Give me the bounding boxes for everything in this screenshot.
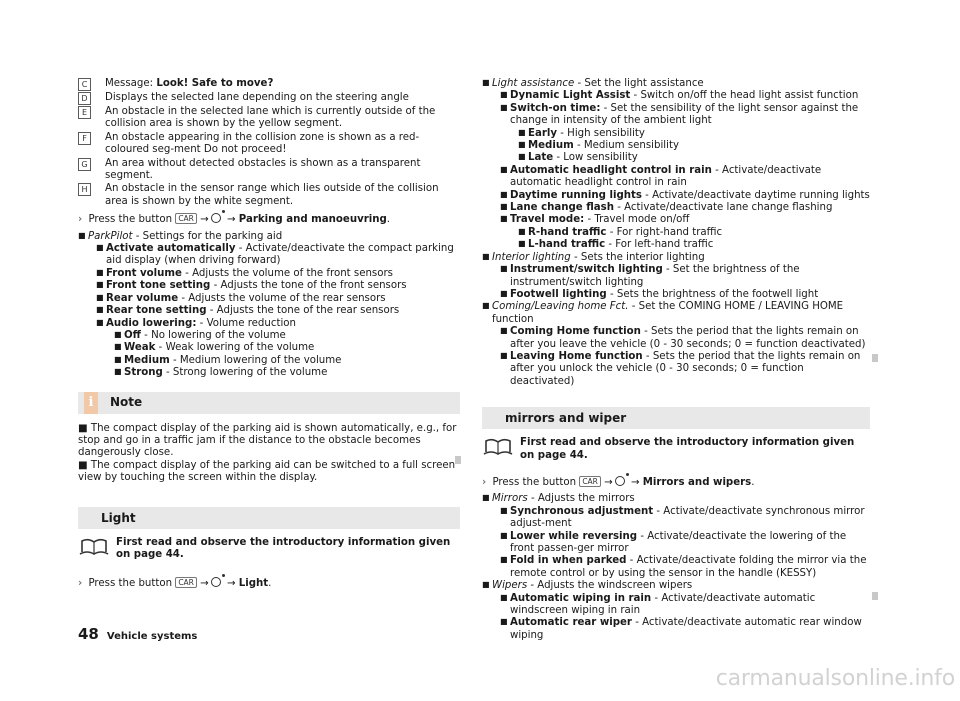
sublist	[492, 593, 870, 643]
menu-arrow: →	[226, 214, 236, 226]
list-item	[114, 342, 460, 354]
settings-gear-icon	[615, 476, 625, 486]
option-desc: - Volume reduction	[196, 317, 296, 329]
option-name: Rear tone setting	[106, 305, 207, 317]
left-column	[78, 78, 460, 595]
option-name: Late	[528, 152, 554, 164]
option-desc: - Activate/deactivate daytime running lights	[641, 189, 870, 201]
list-item	[500, 90, 870, 102]
option-name: Automatic rear wiper	[510, 617, 632, 629]
list-item	[482, 493, 870, 580]
option-name: Travel mode:	[510, 214, 585, 226]
menu-label: Light assistance	[492, 78, 575, 89]
legend-text: An obstacle appearing in the collision zone is shown as a red-coloured seg-ment Do not proceed!	[105, 131, 420, 156]
option-desc: - For right-hand traffic	[606, 226, 723, 238]
list-item	[500, 555, 870, 580]
open-book-icon	[482, 437, 514, 457]
option-desc: - Activate/deactivate automatic rear window wiping	[510, 617, 862, 641]
option-name: Coming Home function	[510, 326, 641, 338]
list-item	[114, 330, 460, 342]
option-desc: - Medium lowering of the volume	[169, 354, 342, 366]
option-desc: - Medium sensibility	[573, 140, 679, 152]
legend-text: An obstacle in the selected lane which is currently outside of the collision area is shown by the yellow segment.	[105, 106, 436, 130]
list-item	[114, 355, 460, 367]
menu-desc: - Settings for the parking aid	[132, 230, 283, 242]
read-first-text: First read and observe the introductory information given on page 44.	[520, 437, 855, 461]
step-text: Press the button	[88, 214, 173, 226]
option-name: Rear volume	[106, 292, 179, 304]
option-name: Off	[124, 329, 141, 341]
option-name: L-hand traffic	[528, 239, 606, 251]
note-paragraph: ■ The compact display of the parking aid is shown automatically, e.g., for stop and go in a traffic jam if the distance to the obstacle becomes dangerously close.	[78, 422, 457, 459]
info-icon: i	[84, 392, 98, 414]
menu-arrow: →	[630, 476, 640, 488]
option-name: Early	[528, 127, 557, 139]
list-item	[500, 165, 870, 190]
car-button-icon: CAR	[579, 476, 601, 487]
note-title: Note	[110, 395, 143, 410]
list-item	[78, 231, 460, 380]
step-arrow-icon: ›	[482, 476, 487, 488]
option-desc: - Activate/deactivate the compact parking aid display (when driving forward)	[106, 243, 454, 267]
option-desc: - High sensibility	[557, 127, 645, 139]
watermark: carmanualsonline.info	[715, 666, 955, 691]
option-name: Front tone setting	[106, 280, 211, 292]
menu-target: Mirrors and wipers	[642, 476, 752, 488]
option-desc: - No lowering of the volume	[140, 329, 286, 341]
list-item	[500, 617, 870, 642]
option-name: Strong	[124, 367, 163, 379]
list-item	[114, 367, 460, 379]
option-desc: - Adjusts the tone of the rear sensors	[206, 305, 400, 317]
page-footer	[78, 625, 198, 643]
option-name: R-hand traffic	[528, 226, 607, 238]
list-item	[500, 190, 870, 202]
legend-key: C	[78, 78, 91, 91]
note-paragraph: ■ The compact display of the parking aid can be switched to a full screen view by touching the screen within the display.	[78, 459, 456, 484]
note-body	[78, 423, 460, 485]
option-name: Lower while reversing	[510, 530, 638, 542]
option-desc: - Sets the brightness of the footwell light	[606, 288, 819, 300]
legend-key: D	[78, 92, 91, 105]
sublist	[88, 243, 460, 379]
instruction-step	[78, 213, 460, 226]
read-first-notice	[482, 437, 870, 462]
menu-label: Coming/Leaving home Fct.	[492, 301, 629, 313]
right-column	[482, 78, 870, 642]
light-assist-list	[482, 78, 870, 388]
page-number: 48	[78, 625, 99, 643]
list-item	[518, 128, 870, 140]
option-name: Weak	[124, 342, 156, 354]
instruction-step	[482, 476, 870, 489]
step-text: Press the button	[88, 578, 173, 590]
menu-label: Wipers	[492, 580, 528, 592]
option-name: Dynamic Light Assist	[510, 90, 631, 102]
settings-gear-icon	[211, 213, 221, 223]
list-item	[96, 268, 460, 280]
list-item	[500, 506, 870, 531]
legend-item	[78, 106, 460, 131]
option-desc: - Sets the period that the lights remain on after you leave the vehicle (0 - 30 seconds; 0 = function deactivated)	[510, 326, 866, 350]
step-text: Press the button	[492, 476, 577, 488]
list-item	[482, 301, 870, 388]
list-item	[482, 78, 870, 252]
list-item	[500, 593, 870, 618]
list-item	[500, 289, 870, 301]
list-item	[500, 531, 870, 556]
option-name: Medium	[124, 354, 170, 366]
list-item	[482, 580, 870, 642]
option-name: Activate automatically	[106, 243, 236, 255]
option-desc: - Sets the period that the lights remain on after you unlock the vehicle (0 - 30 seconds; 0 = function deactivated)	[510, 350, 861, 387]
option-name: Daytime running lights	[510, 189, 642, 201]
sublist	[510, 128, 870, 165]
mirrors-wipers-list	[482, 493, 870, 642]
list-item	[500, 202, 870, 214]
section-end-mark	[455, 456, 461, 464]
menu-arrow: →	[200, 578, 209, 590]
period: .	[386, 214, 391, 226]
list-item	[518, 152, 870, 164]
option-desc: - Activate/deactivate automatic headlight control in rain	[510, 164, 822, 189]
list-item	[500, 326, 870, 351]
option-desc: - Adjusts the volume of the front sensors	[181, 267, 393, 279]
option-name: Medium	[528, 140, 574, 152]
list-item	[518, 239, 870, 251]
note-text: The compact display of the parking aid can be switched to a full screen view by touching the screen within the display.	[78, 459, 456, 484]
option-desc: - Set the sensibility of the light sensor against the change in intensity of the ambient light	[510, 102, 859, 127]
legend-item	[78, 92, 460, 105]
legend-item	[78, 158, 460, 183]
list-item	[500, 351, 870, 388]
legend-text: Displays the selected lane depending on the steering angle	[105, 92, 409, 103]
menu-arrow: →	[200, 214, 209, 226]
list-item	[518, 227, 870, 239]
list-item	[96, 318, 460, 380]
open-book-icon	[78, 537, 110, 557]
menu-desc: - Sets the interior lighting	[570, 251, 705, 263]
legend-item	[78, 78, 460, 91]
option-desc: - Activate/deactivate automatic windscreen wiping in rain	[510, 592, 816, 617]
list-item	[96, 293, 460, 305]
section-header-light: Light	[78, 507, 460, 529]
option-desc: - Weak lowering of the volume	[155, 342, 315, 354]
menu-label: Interior lighting	[492, 251, 571, 263]
read-first-notice	[78, 537, 460, 562]
legend-bold: Look! Safe to move?	[156, 78, 274, 89]
option-desc: - Adjusts the volume of the rear sensors	[178, 292, 386, 304]
legend-item	[78, 132, 460, 157]
list-item	[518, 140, 870, 152]
menu-desc: - Adjusts the windscreen wipers	[527, 580, 693, 592]
menu-desc: - Adjusts the mirrors	[527, 493, 635, 505]
option-name: Automatic wiping in rain	[510, 592, 652, 604]
legend-key: G	[78, 158, 91, 171]
section-end-mark	[872, 354, 878, 362]
option-name: Switch-on time:	[510, 102, 601, 114]
note-text: The compact display of the parking aid is shown automatically, e.g., for stop and go in a traffic jam if the distance to the obstacle becomes dangerously close.	[78, 422, 457, 459]
option-name: Front volume	[106, 267, 182, 279]
option-name: Lane change flash	[510, 202, 614, 214]
sublist	[106, 330, 460, 380]
option-desc: - Activate/deactivate synchronous mirror adjust-ment	[510, 505, 865, 530]
option-desc: - Set the brightness of the instrument/switch lighting	[510, 264, 800, 288]
menu-target: Parking and manoeuvring	[238, 214, 387, 226]
car-button-icon: CAR	[175, 213, 197, 224]
legend-text: An area without detected obstacles is shown as a transparent segment.	[105, 157, 421, 182]
footer-section-label: Vehicle systems	[106, 631, 198, 642]
menu-arrow: →	[226, 578, 236, 590]
menu-desc: - Set the COMING HOME / LEAVING HOME function	[492, 301, 844, 325]
menu-label: Mirrors	[492, 493, 528, 505]
step-arrow-icon: ›	[78, 578, 83, 590]
settings-gear-icon	[211, 577, 221, 587]
legend-text: An obstacle in the sensor range which lies outside of the collision area is shown by the white segment.	[105, 183, 439, 207]
legend-key: E	[78, 106, 91, 119]
option-desc: - Travel mode on/off	[584, 214, 690, 226]
option-desc: - Low sensibility	[553, 152, 638, 164]
read-first-text: First read and observe the introductory information given on page 44.	[116, 536, 451, 560]
option-desc: - Activate/deactivate the lowering of the front passen-ger mirror	[510, 530, 847, 554]
parkpilot-list	[78, 231, 460, 380]
menu-label: ParkPilot	[88, 230, 133, 242]
legend-item	[78, 183, 460, 208]
option-name: Instrument/switch lighting	[510, 264, 663, 276]
list-item	[500, 214, 870, 251]
legend-list	[78, 78, 460, 208]
option-name: Fold in when parked	[510, 555, 627, 567]
list-item	[96, 243, 460, 268]
sublist	[492, 326, 870, 388]
period: .	[751, 476, 755, 488]
list-item	[96, 305, 460, 317]
list-item	[96, 280, 460, 292]
option-name: Leaving Home function	[510, 350, 643, 362]
period: .	[268, 578, 272, 590]
sublist	[492, 90, 870, 251]
option-desc: - Strong lowering of the volume	[162, 367, 328, 379]
option-name: Automatic headlight control in rain	[510, 164, 712, 176]
menu-arrow: →	[604, 476, 613, 488]
legend-text: Message:	[105, 78, 157, 89]
option-desc: - Adjusts the tone of the front sensors	[210, 280, 407, 292]
sublist	[510, 227, 870, 252]
step-arrow-icon: ›	[78, 214, 83, 226]
option-desc: - For left-hand traffic	[605, 239, 714, 251]
option-name: Audio lowering:	[106, 317, 197, 329]
legend-key: H	[78, 183, 91, 196]
menu-desc: - Set the light assistance	[574, 78, 704, 89]
option-name: Synchronous adjustment	[510, 505, 654, 517]
option-desc: - Activate/deactivate folding the mirror via the remote control or by using the sensor in the handle (KESSY)	[510, 555, 867, 579]
section-end-mark	[872, 592, 878, 600]
section-header-mirrors-wiper: mirrors and wiper	[482, 407, 870, 429]
car-button-icon: CAR	[175, 577, 197, 588]
instruction-step	[78, 577, 460, 590]
menu-target: Light	[238, 578, 269, 590]
option-desc: - Activate/deactivate lane change flashing	[613, 202, 833, 214]
list-item	[500, 264, 870, 289]
list-item	[482, 252, 870, 302]
list-item	[500, 103, 870, 165]
sublist	[492, 264, 870, 301]
legend-key: F	[78, 132, 91, 145]
sublist	[492, 506, 870, 580]
option-name: Footwell lighting	[510, 288, 607, 300]
option-desc: - Switch on/off the head light assist function	[630, 90, 859, 102]
note-header	[78, 392, 460, 414]
